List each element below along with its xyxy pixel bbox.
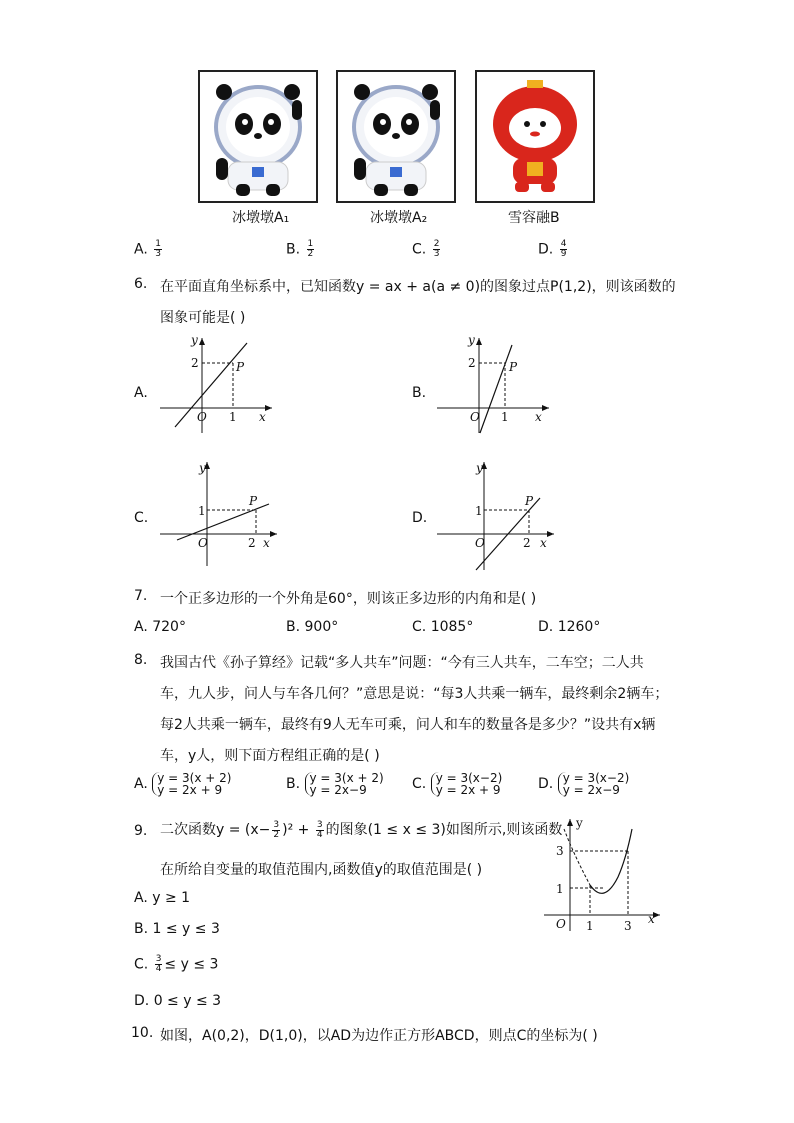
- q8-option-c[interactable]: C. y = 3(x−2) y = 2x + 9: [412, 771, 503, 797]
- question-9-line2: 在所给自变量的取值范围内,函数值y的取值范围是( ): [160, 862, 483, 878]
- tick-label-1-x: 1: [586, 919, 594, 933]
- origin-label: O: [197, 410, 207, 424]
- tick-label-2: 2: [248, 536, 256, 550]
- axis-label-y: y: [191, 335, 198, 347]
- q7-option-c[interactable]: C. 1085°: [412, 619, 474, 635]
- point-label-p: P: [236, 360, 245, 374]
- mascot-image-b: [475, 70, 595, 203]
- q5-option-a[interactable]: A. $\frac{1}{3}$: [134, 239, 161, 259]
- q9-option-c[interactable]: C. $\frac{3}{4}$ ≤ y ≤ 3: [134, 954, 219, 974]
- q7-option-d[interactable]: D. 1260°: [538, 619, 601, 635]
- axis-label-y: y: [468, 335, 475, 347]
- q6-graph-d: [432, 458, 557, 573]
- fraction: $\frac{1}{2}$: [307, 239, 314, 259]
- q6-graph-b: [432, 335, 552, 435]
- tick-label-1-y: 1: [556, 882, 564, 896]
- q6-graph-letter-c[interactable]: C.: [134, 510, 149, 526]
- lantern-mascot-icon: [477, 72, 593, 201]
- origin-label: O: [198, 536, 208, 550]
- q7-option-a[interactable]: A. 720°: [134, 619, 186, 635]
- q9-option-a[interactable]: A. y ≥ 1: [134, 890, 191, 906]
- tick-label-1: 1: [198, 504, 206, 518]
- axis-label-x: x: [540, 536, 547, 550]
- fraction: $\frac{2}{3}$: [433, 239, 440, 259]
- q9-option-d[interactable]: D. 0 ≤ y ≤ 3: [134, 993, 222, 1009]
- origin-label: O: [470, 410, 480, 424]
- q6-graph-a: [155, 335, 275, 435]
- axis-label-y: y: [476, 461, 483, 475]
- question-number-9: 9.: [134, 823, 148, 839]
- panda-mascot-icon: [200, 72, 316, 201]
- question-7-text: 一个正多边形的一个外角是60°，则该正多边形的内角和是( ): [160, 591, 537, 607]
- axis-label-y: y: [199, 461, 206, 475]
- q8-option-a[interactable]: A. y = 3(x + 2) y = 2x + 9: [134, 771, 232, 797]
- axis-label-x: x: [535, 410, 542, 424]
- caption-a1: 冰墩墩A₁: [232, 210, 290, 226]
- tick-label-2: 2: [523, 536, 531, 550]
- q6-graph-letter-a[interactable]: A.: [134, 385, 148, 401]
- tick-label-2: 2: [468, 356, 476, 370]
- mascot-image-a2: [336, 70, 456, 203]
- q5-option-c[interactable]: C. $\frac{2}{3}$: [412, 239, 440, 259]
- axis-label-x: x: [648, 912, 655, 926]
- tick-label-1: 1: [475, 504, 483, 518]
- q6-graph-letter-d[interactable]: D.: [412, 510, 428, 526]
- question-9-line1: 二次函数y = (x− $\frac{3}{2}$ )² + $\frac{3}{4}$ 的图象(1 ≤ x ≤ 3)如图所示,则该函数: [160, 819, 563, 840]
- question-8-line3: 每2人共乘一辆车，最终有9人无车可乘，问人和车的数量各是多少？”设共有x辆: [160, 717, 656, 733]
- panda-mascot-icon: [338, 72, 454, 201]
- axis-label-y: y: [576, 816, 583, 830]
- axis-label-x: x: [263, 536, 270, 550]
- tick-label-2: 2: [191, 356, 199, 370]
- point-label-p: P: [525, 494, 534, 508]
- tick-label-1: 1: [501, 410, 509, 424]
- tick-label-3-y: 3: [556, 844, 564, 858]
- q5-option-b[interactable]: B. $\frac{1}{2}$: [286, 239, 314, 259]
- point-label-p: P: [509, 360, 518, 374]
- question-number-10: 10.: [131, 1025, 154, 1041]
- fraction: $\frac{1}{3}$: [155, 239, 161, 259]
- origin-label: O: [475, 536, 485, 550]
- point-label-p: P: [249, 494, 258, 508]
- fraction: $\frac{4}{9}$: [560, 239, 567, 259]
- question-8-line2: 车，九人步，问人与车各几何？”意思是说：“每3人共乘一辆车，最终剩余2辆车；: [160, 686, 669, 702]
- question-8-line1: 我国古代《孙子算经》记载“多人共车”问题：“今有三人共车，二车空；二人共: [160, 655, 644, 671]
- tick-label-1: 1: [229, 410, 237, 424]
- question-number-7: 7.: [134, 588, 148, 604]
- axis-label-x: x: [259, 410, 266, 424]
- q5-option-d[interactable]: D. $\frac{4}{9}$: [538, 239, 567, 259]
- caption-b: 雪容融B: [508, 210, 560, 226]
- tick-label-3-x: 3: [624, 919, 632, 933]
- q9-option-b[interactable]: B. 1 ≤ y ≤ 3: [134, 921, 220, 937]
- question-10-text: 如图，A(0,2)，D(1,0)，以AD为边作正方形ABCD，则点C的坐标为( ): [160, 1028, 598, 1044]
- q6-graph-letter-b[interactable]: B.: [412, 385, 427, 401]
- q9-parabola-graph: [540, 815, 665, 935]
- question-number-6: 6.: [134, 276, 148, 292]
- q8-option-b[interactable]: B. y = 3(x + 2) y = 2x−9: [286, 771, 384, 797]
- mascot-image-a1: [198, 70, 318, 203]
- q6-graph-c: [155, 458, 280, 568]
- question-number-8: 8.: [134, 652, 148, 668]
- q7-option-b[interactable]: B. 900°: [286, 619, 339, 635]
- origin-label: O: [556, 917, 566, 931]
- question-6-line1: 在平面直角坐标系中，已知函数y = ax + a(a ≠ 0)的图象过点P(1,2)，则该函数的: [160, 279, 676, 295]
- q8-option-d[interactable]: D. y = 3(x−2) y = 2x−9: [538, 771, 630, 797]
- caption-a2: 冰墩墩A₂: [370, 210, 428, 226]
- question-6-line2: 图象可能是( ): [160, 310, 246, 326]
- question-8-line4: 车，y人，则下面方程组正确的是( ): [160, 748, 380, 764]
